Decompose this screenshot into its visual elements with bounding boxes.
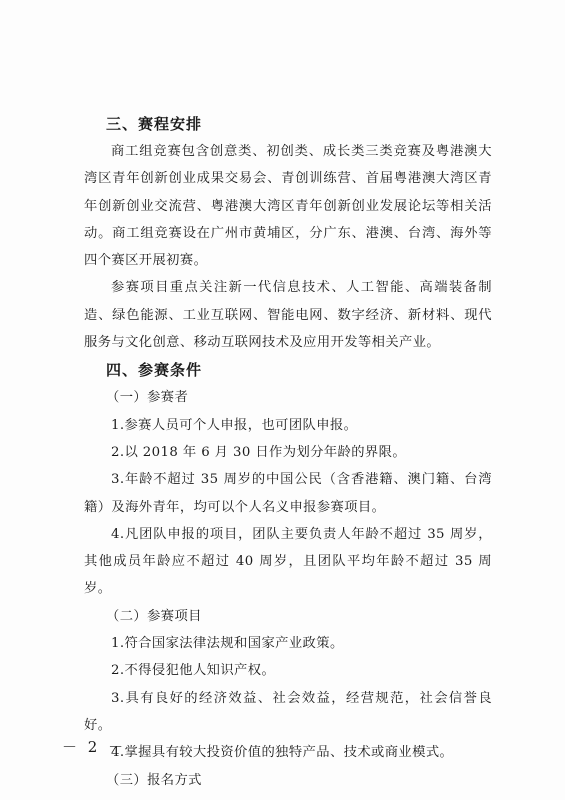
list-item: 4.掌握具有较大投资价值的独特产品、技术或商业模式。: [111, 745, 454, 761]
subsection-title-participants: （一）参赛者: [106, 390, 189, 406]
list-item: 1.符合国家法律法规和国家产业政策。: [111, 636, 344, 652]
subsection-title-registration: （三）报名方式: [106, 772, 202, 788]
document-body: [84, 110, 492, 794]
subsection-title-projects: （二）参赛项目: [106, 608, 202, 624]
list-item: 1.参赛人员可个人申报，也可团队申报。: [111, 417, 358, 433]
section-heading-schedule: 三、赛程安排: [106, 115, 203, 133]
list-item: 3.具有良好的经济效益、社会效益，经营规范，社会信誉良好。: [84, 690, 492, 733]
section-heading-conditions: 四、参赛条件: [106, 361, 203, 380]
list-item: 2.不得侵犯他人知识产权。: [111, 663, 276, 679]
list-item: 4.凡团队申报的项目，团队主要负责人年龄不超过 35 周岁，其他成员年龄应不超过 40 周岁，且团队平均年龄不超过 35 周岁。: [84, 526, 492, 597]
list-item: 2.以 2018 年 6 月 30 日作为划分年龄的界限。: [111, 444, 407, 460]
list-item: 3.年龄不超过 35 周岁的中国公民（含香港籍、澳门籍、台湾籍）及海外青年，均可以个人名义申报参赛项目。: [84, 472, 492, 515]
paragraph: 商工组竞赛包含创意类、初创类、成长类三类竞赛及粤港澳大湾区青年创新创业成果交易会、青创训练营、首届粤港澳大湾区青年创新创业交流营、粤港澳大湾区青年创新创业发展论坛等相关活动。商工组竞赛设在广州市黄埔区，分广东、港澳、台湾、海外等四个赛区开展初赛。: [84, 144, 492, 269]
page-number: － 2 －: [62, 738, 127, 756]
paragraph: 参赛项目重点关注新一代信息技术、人工智能、高端装备制造、绿色能源、工业互联网、智能电网、数字经济、新材料、现代服务与文化创意、移动互联网技术及应用开发等相关产业。: [84, 280, 492, 351]
